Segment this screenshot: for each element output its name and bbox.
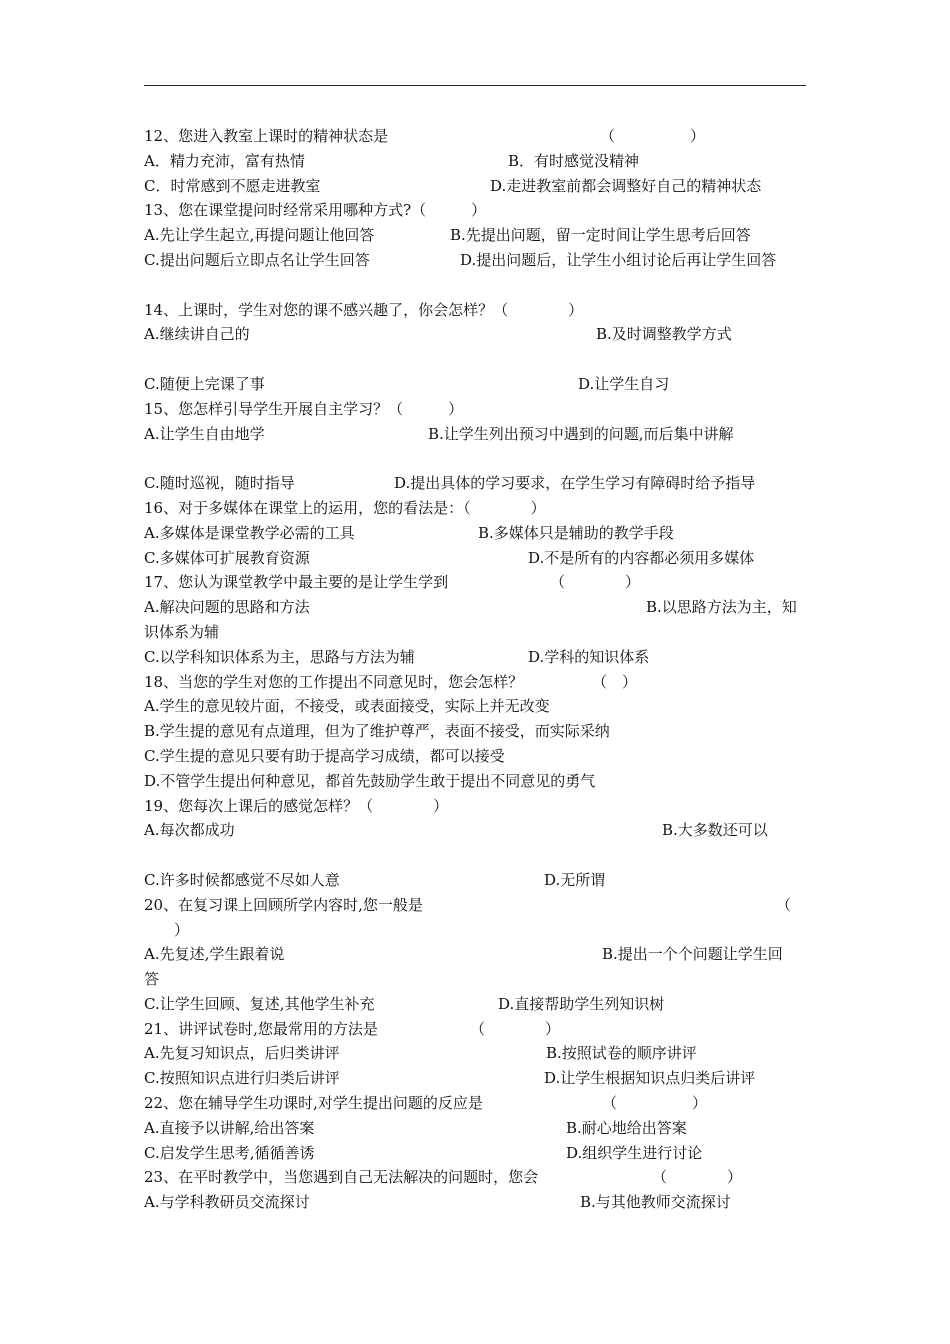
- option-b: B.大多数还可以: [662, 821, 768, 840]
- option-b: B.多媒体只是辅助的教学手段: [478, 523, 674, 542]
- question-15-text: 15、您怎样引导学生开展自主学习？（ ）: [144, 399, 464, 418]
- question-12-options-cd: [144, 174, 806, 199]
- question-14-option-cd: [144, 372, 806, 397]
- option-b: B.按照试卷的顺序讲评: [546, 1044, 697, 1063]
- question-12-answer-blank: （ ）: [600, 127, 706, 145]
- option-b: B.学生提的意见有点道理，但为了维护尊严，表面不接受，而实际采纳: [144, 722, 610, 741]
- question-21-text: 21、讲评试卷时,您最常用的方法是: [144, 1019, 378, 1038]
- spacer: [144, 273, 806, 298]
- question-17: [144, 570, 806, 595]
- question-15: [144, 397, 806, 422]
- question-20-paren-close: ）: [174, 920, 190, 939]
- question-16-options-ab: [144, 521, 806, 546]
- question-16-text: 16、对于多媒体在课堂上的运用，您的看法是：（ ）: [144, 498, 546, 517]
- question-12: [144, 124, 806, 149]
- option-a: A.先复述,学生跟着说: [144, 945, 285, 964]
- question-18-option-d: [144, 769, 806, 794]
- question-22-text: 22、您在辅导学生功课时,对学生提出问题的反应是: [144, 1094, 483, 1113]
- option-d: D.无所谓: [544, 870, 606, 889]
- question-20-option-ab: [144, 942, 806, 967]
- question-20-text: 20、在复习课上回顾所学内容时,您一般是: [144, 895, 423, 914]
- option-a: A．精力充沛，富有热情: [144, 151, 305, 170]
- question-18-option-b: [144, 719, 806, 744]
- option-d: D.组织学生进行讨论: [566, 1143, 703, 1162]
- question-12-text: 12、您进入教室上课时的精神状态是: [144, 127, 389, 145]
- question-17-option-b-continued: [144, 620, 806, 645]
- spacer: [144, 347, 806, 372]
- question-21: [144, 1017, 806, 1042]
- option-d: D.直接帮助学生列知识树: [498, 994, 665, 1013]
- option-b: B.与其他教师交流探讨: [580, 1193, 731, 1212]
- question-19-option-ab: [144, 818, 806, 843]
- question-20-paren-line: [144, 918, 806, 943]
- option-c: C.以学科知识体系为主，思路与方法为辅: [144, 647, 415, 666]
- question-23-options-ab: [144, 1190, 806, 1215]
- option-c: C.多媒体可扩展教育资源: [144, 548, 310, 567]
- question-18-text: 18、当您的学生对您的工作提出不同意见时，您会怎样？: [144, 672, 524, 691]
- option-a: A.继续讲自己的: [144, 325, 250, 344]
- question-23: [144, 1165, 806, 1190]
- option-b: B.先提出问题，留一定时间让学生思考后回答: [450, 226, 751, 245]
- question-13: [144, 198, 806, 223]
- spacer: [144, 843, 806, 868]
- option-c: C.学生提的意见只要有助于提高学习成绩，都可以接受: [144, 746, 505, 765]
- question-20-option-cd: [144, 992, 806, 1017]
- question-19-option-cd: [144, 868, 806, 893]
- question-22: [144, 1091, 806, 1116]
- question-18: [144, 670, 806, 695]
- option-b: B.提出一个个问题让学生回: [602, 945, 783, 964]
- question-21-answer-blank: （ ）: [470, 1019, 561, 1038]
- question-16-options-cd: [144, 546, 806, 571]
- option-a: A.让学生自由地学: [144, 424, 265, 443]
- question-16: [144, 496, 806, 521]
- question-21-options-ab: [144, 1041, 806, 1066]
- option-c: C.按照知识点进行归类后讲评: [144, 1069, 340, 1088]
- question-23-answer-blank: （ ）: [652, 1168, 743, 1187]
- option-a: A.先复习知识点，后归类讲评: [144, 1044, 340, 1063]
- question-14: [144, 298, 806, 323]
- header-rule: [144, 85, 806, 86]
- question-20-paren-open: （: [776, 895, 792, 914]
- option-c: C.让学生回顾、复述,其他学生补充: [144, 994, 375, 1013]
- option-a: A.先让学生起立,再提问题让他回答: [144, 226, 375, 245]
- question-19-text: 19、您每次上课后的感觉怎样？（ ）: [144, 796, 449, 815]
- option-b: B.让学生列出预习中遇到的问题,而后集中讲解: [428, 424, 734, 443]
- question-19: [144, 794, 806, 819]
- option-c: C.许多时候都感觉不尽如人意: [144, 870, 340, 889]
- option-b: B.以思路方法为主，知: [646, 598, 797, 617]
- question-18-option-a: [144, 694, 806, 719]
- question-12-options-ab: [144, 149, 806, 174]
- option-d: D.让学生根据知识点归类后讲评: [544, 1069, 756, 1088]
- question-22-options-ab: [144, 1116, 806, 1141]
- option-a: A.学生的意见较片面，不接受，或表面接受，实际上并无改变: [144, 697, 550, 716]
- questionnaire-page: [144, 124, 806, 1215]
- option-a: A.多媒体是课堂教学必需的工具: [144, 523, 355, 542]
- option-b-continuation: 答: [144, 970, 160, 989]
- question-22-options-cd: [144, 1141, 806, 1166]
- question-17-option-cd: [144, 645, 806, 670]
- option-c: C.提出问题后立即点名让学生回答: [144, 250, 370, 269]
- option-d: D.提出问题后，让学生小组讨论后再让学生回答: [460, 250, 777, 269]
- question-15-option-cd: [144, 471, 806, 496]
- option-d: D.不管学生提出何种意见，都首先鼓励学生敢于提出不同意见的勇气: [144, 771, 596, 790]
- option-b: B．有时感觉没精神: [508, 151, 640, 170]
- question-18-option-c: [144, 744, 806, 769]
- option-a: A.每次都成功: [144, 821, 235, 840]
- question-20-option-b-continued: [144, 967, 806, 992]
- spacer: [144, 446, 806, 471]
- option-b: B.耐心地给出答案: [566, 1118, 687, 1137]
- option-d: D.不是所有的内容都必须用多媒体: [528, 548, 755, 567]
- option-d: D.学科的知识体系: [528, 647, 650, 666]
- question-21-options-cd: [144, 1066, 806, 1091]
- question-17-option-ab: [144, 595, 806, 620]
- question-18-answer-blank: （ ）: [592, 672, 638, 691]
- option-a: A.与学科教研员交流探讨: [144, 1193, 310, 1212]
- option-c: C.随便上完课了事: [144, 374, 265, 393]
- question-17-text: 17、您认为课堂教学中最主要的是让学生学到: [144, 573, 449, 592]
- option-d: D.走进教室前都会调整好自己的精神状态: [490, 176, 762, 195]
- option-c: C．时常感到不愿走进教室: [144, 176, 321, 195]
- question-13-text: 13、您在课堂提问时经常采用哪种方式?（ ）: [144, 201, 487, 220]
- question-14-text: 14、上课时，学生对您的课不感兴趣了，你会怎样？（ ）: [144, 300, 584, 319]
- option-a: A.解决问题的思路和方法: [144, 598, 310, 617]
- option-a: A.直接予以讲解,给出答案: [144, 1118, 315, 1137]
- option-b-continuation: 识体系为辅: [144, 622, 220, 641]
- question-14-option-ab: [144, 322, 806, 347]
- question-23-text: 23、在平时教学中，当您遇到自己无法解决的问题时，您会: [144, 1168, 539, 1187]
- option-c: C.随时巡视，随时指导: [144, 474, 295, 493]
- question-17-answer-blank: （ ）: [550, 573, 641, 592]
- option-d: D.让学生自习: [578, 374, 670, 393]
- option-c: C.启发学生思考,循循善诱: [144, 1143, 315, 1162]
- option-d: D.提出具体的学习要求，在学生学习有障碍时给予指导: [394, 474, 756, 493]
- question-13-options-cd: [144, 248, 806, 273]
- option-b: B.及时调整教学方式: [596, 325, 732, 344]
- question-15-option-ab: [144, 422, 806, 447]
- question-22-answer-blank: （ ）: [602, 1094, 708, 1113]
- question-20: [144, 893, 806, 918]
- question-13-options-ab: [144, 223, 806, 248]
